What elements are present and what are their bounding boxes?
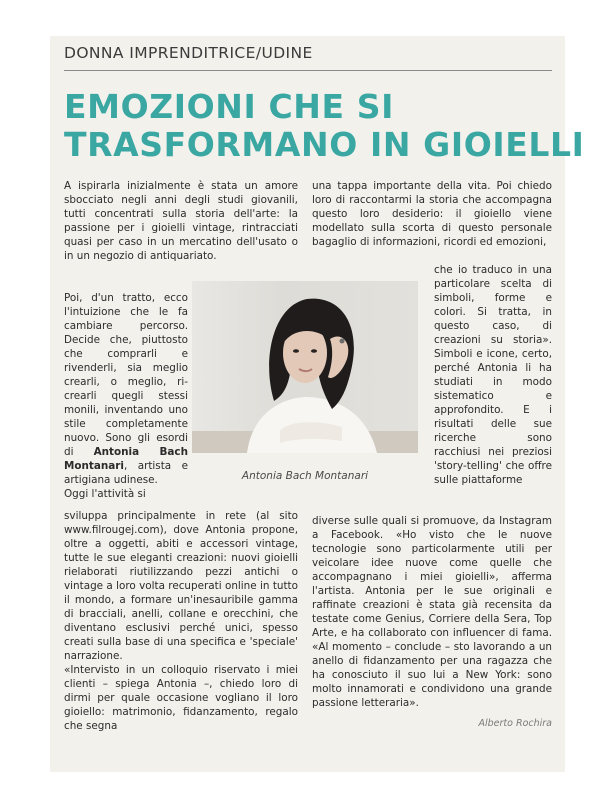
paragraph-intuition — [64, 291, 188, 487]
paragraph-today: sviluppa principalmente in rete (al sito www.filrougej.com), dove Antonia propone, oltre a oggetti, abiti e accessori vintage, tutte le sue eleganti creazioni: nuovi gioielli rielaborati riutilizzando pezzi antichi o vintage a loro volta recuperati online in tutto il mondo, a formare un'inesauribile gamma di bracciali, anelli, collane e orecchini, che diventano esclusivi perché unici, spesso creati sulla base di una specifica e 'speciale' narrazione. — [64, 510, 298, 662]
column-1-intro — [64, 179, 298, 263]
section-label: DONNA IMPRENDITRICE/UDINE — [64, 44, 313, 62]
article-author: Alberto Rochira — [478, 718, 552, 729]
paragraph-symbols: che io traduco in una particolare scelta di simboli, forme e colori. Si tratta, in questo caso, di creazioni su storia». Simboli e icone, certo, perché Antonia li ha studiati in modo sistematico e approfondito. E i risultati delle sue ricerche sono racchiusi nei preziosi 'story-telling' che offre sulle piattaforme — [434, 264, 552, 486]
artist-name: Antonia Bach Montanari — [64, 446, 188, 472]
column-1-wrap — [64, 291, 188, 501]
article-title-line-2: TRASFORMANO IN GIOIELLI — [64, 125, 585, 164]
column-2-bottom — [312, 514, 552, 710]
paragraph-intuition-end: , artista e artigiana udinese. — [64, 460, 188, 486]
paragraph-intuition-text: Poi, d'un tratto, ecco l'intuizione che le fa cambiare percorso. Decide che, piuttosto che comprarli e rivenderli, sia meglio crearli, o meglio, ri-crearli quegli stessi monili, inventando uno stile completamente nuovo. Sono gli esordi di — [64, 292, 188, 458]
paragraph-today-start: Oggi l'attività si — [64, 488, 146, 500]
paragraph-continued: una tappa importante della vita. Poi chiedo loro di raccontarmi la storia che accompagna questo loro desiderio: il gioiello viene modellato sulla scorta di questo personale bagaglio di informazioni, ricordi ed emozioni, — [312, 180, 552, 248]
article-title-line-1: EMOZIONI CHE SI — [64, 87, 394, 126]
section-divider — [64, 70, 552, 71]
paragraph-interview: «Intervisto in un colloquio riservato i miei clienti – spiega Antonia –, chiedo loro di dirmi per quale occasione vogliano il loro gioiello: matrimonio, fidanzamento, regalo che segna — [64, 664, 298, 732]
photo-caption: Antonia Bach Montanari — [241, 470, 369, 482]
paragraph-intro: A ispirarla inizialmente è stata un amore sbocciato negli anni degli studi giovanili, tutti concentrati sulla storia dell'arte: la passione per i gioielli vintage, rintracciati quasi per caso in un mercatino dell'usato o in un negozio di antiquariato. — [64, 180, 298, 262]
column-2-top — [312, 179, 552, 249]
paragraph-platforms: diverse sulle quali si promuove, da Instagram a Facebook. «Ho visto che le nuove tecnologie sono particolarmente utili per veicolare idee nuove come quelle che accompagnano i miei gioielli», afferma l'artista. Antonia per le sue originali e raffinate creazioni è stata già recensita da testate come Genius, Corriere della Sera, Top Arte, e ha collaborato con influencer di fama. «Al momento – conclude – sto lavorando a un anello di fidanzamento per una ragazza che ha conosciuto il suo lui a New York: sono molto innamorati e condividono una grande passione letteraria». — [312, 515, 552, 709]
column-1-bottom — [64, 509, 298, 733]
article-title — [64, 88, 585, 164]
portrait-illustration — [192, 281, 418, 453]
portrait-photo — [192, 281, 418, 453]
column-2-wrap — [434, 263, 552, 487]
